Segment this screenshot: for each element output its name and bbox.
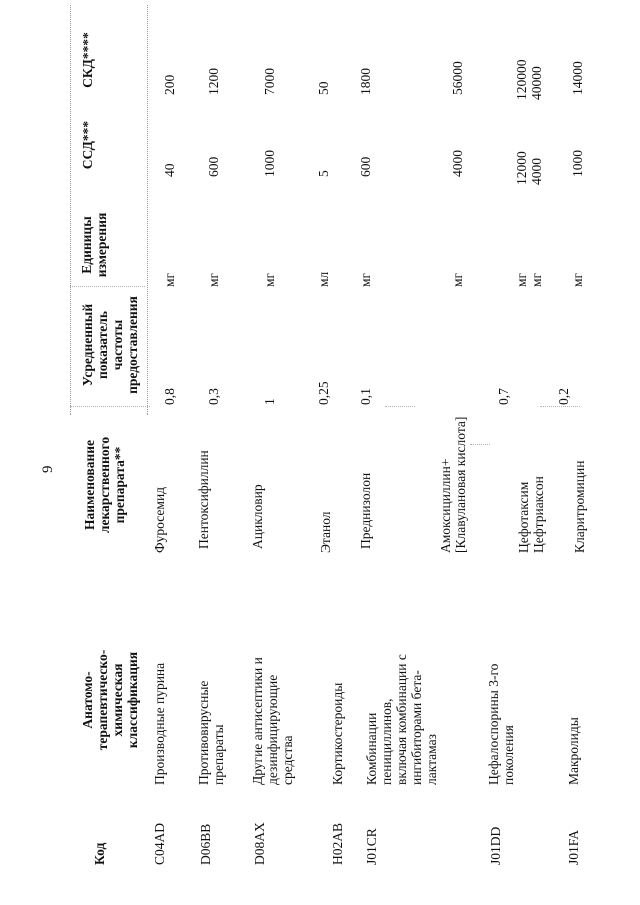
header-frequency: Усредненный показатель частоты предоставления <box>80 296 140 394</box>
row6-ssd: 4000 <box>450 150 465 177</box>
row2-atc: Противовирусные препараты <box>196 680 226 785</box>
row4-code: H02AB <box>330 822 345 865</box>
row2-units: мг <box>206 272 221 287</box>
header-units: Единицы измерения <box>79 212 109 278</box>
row2-skd: 1200 <box>206 68 221 95</box>
row1-ssd: 40 <box>162 163 177 177</box>
row6-units: мг <box>450 272 465 287</box>
row2-frequency: 0,3 <box>206 388 221 405</box>
row5-skd: 1800 <box>358 68 373 95</box>
header-code: Код <box>92 842 107 865</box>
row4-units: мл <box>316 271 331 287</box>
row6-drug: Амоксициллин+ [Клавулановая кислота] <box>438 416 468 553</box>
row2-ssd: 600 <box>206 156 221 177</box>
row4-ssd: 5 <box>316 170 331 177</box>
row1-units: мг <box>162 272 177 287</box>
row7-drug: Цефотаксим Цефтриаксон <box>516 476 546 553</box>
row5-code: J01CR <box>364 828 379 865</box>
row2-code: D06BB <box>198 823 213 865</box>
scan-mark <box>470 444 490 445</box>
table-rule-col-units <box>70 286 145 287</box>
row1-frequency: 0,8 <box>162 388 177 405</box>
row4-frequency: 0,25 <box>316 381 331 405</box>
header-atc: Анатомо- терапевтическо- химическая классификация <box>80 649 140 751</box>
header-ssd: ССД*** <box>80 120 95 170</box>
row5-units: мг <box>358 272 373 287</box>
row4-drug: Этанол <box>318 511 333 553</box>
header-skd: СКД**** <box>80 32 95 88</box>
row5-ssd: 600 <box>358 156 373 177</box>
row7-atc: Цефалоспорины 3-го поколения <box>486 663 516 785</box>
row8-units: мг <box>570 272 585 287</box>
row3-frequency: 1 <box>262 398 277 405</box>
page-number: 9 <box>40 465 56 473</box>
table-rule-col-freq <box>70 406 150 407</box>
row7-frequency: 0,7 <box>496 388 511 405</box>
row4-atc: Кортикостероиды <box>330 682 345 785</box>
row5-drug: Преднизолон <box>358 472 373 549</box>
row7-ssd: 12000 4000 <box>514 151 544 185</box>
row8-code: J01FA <box>566 829 581 865</box>
row6-skd: 56000 <box>450 61 465 95</box>
row3-skd: 7000 <box>262 68 277 95</box>
row8-frequency: 0,2 <box>556 388 571 405</box>
row8-atc: Макролиды <box>566 717 581 785</box>
header-drug: Наименование лекарственного препарата** <box>82 436 127 534</box>
row3-code: D08AX <box>252 822 267 865</box>
row1-code: C04AD <box>152 822 167 865</box>
row7-skd: 120000 40000 <box>514 59 544 100</box>
row1-atc: Производные пурина <box>152 662 167 785</box>
row1-skd: 200 <box>162 74 177 95</box>
row8-drug: Кларитромицин <box>572 460 587 553</box>
row3-drug: Ацикловир <box>250 484 265 549</box>
row8-skd: 14000 <box>570 61 585 95</box>
row3-atc: Другие антисептики и дезинфицирующие средства <box>250 657 295 785</box>
row5-atc: Комбинации пенициллинов, включая комбинации с ингибиторами бета- лактамаз <box>364 654 439 785</box>
row7-code: J01DD <box>488 826 503 865</box>
row3-units: мг <box>262 272 277 287</box>
row5-frequency: 0,1 <box>358 388 373 405</box>
row4-skd: 50 <box>316 81 331 95</box>
table-rule-top <box>70 5 71 415</box>
row2-drug: Пентоксифиллин <box>196 450 211 549</box>
scan-mark <box>385 406 415 407</box>
row8-ssd: 1000 <box>570 150 585 177</box>
row3-ssd: 1000 <box>262 150 277 177</box>
row1-drug: Фуросемид <box>152 486 167 553</box>
row7-units: мг мг <box>514 272 544 287</box>
table-rule-header <box>147 5 148 415</box>
scan-mark <box>540 406 580 407</box>
